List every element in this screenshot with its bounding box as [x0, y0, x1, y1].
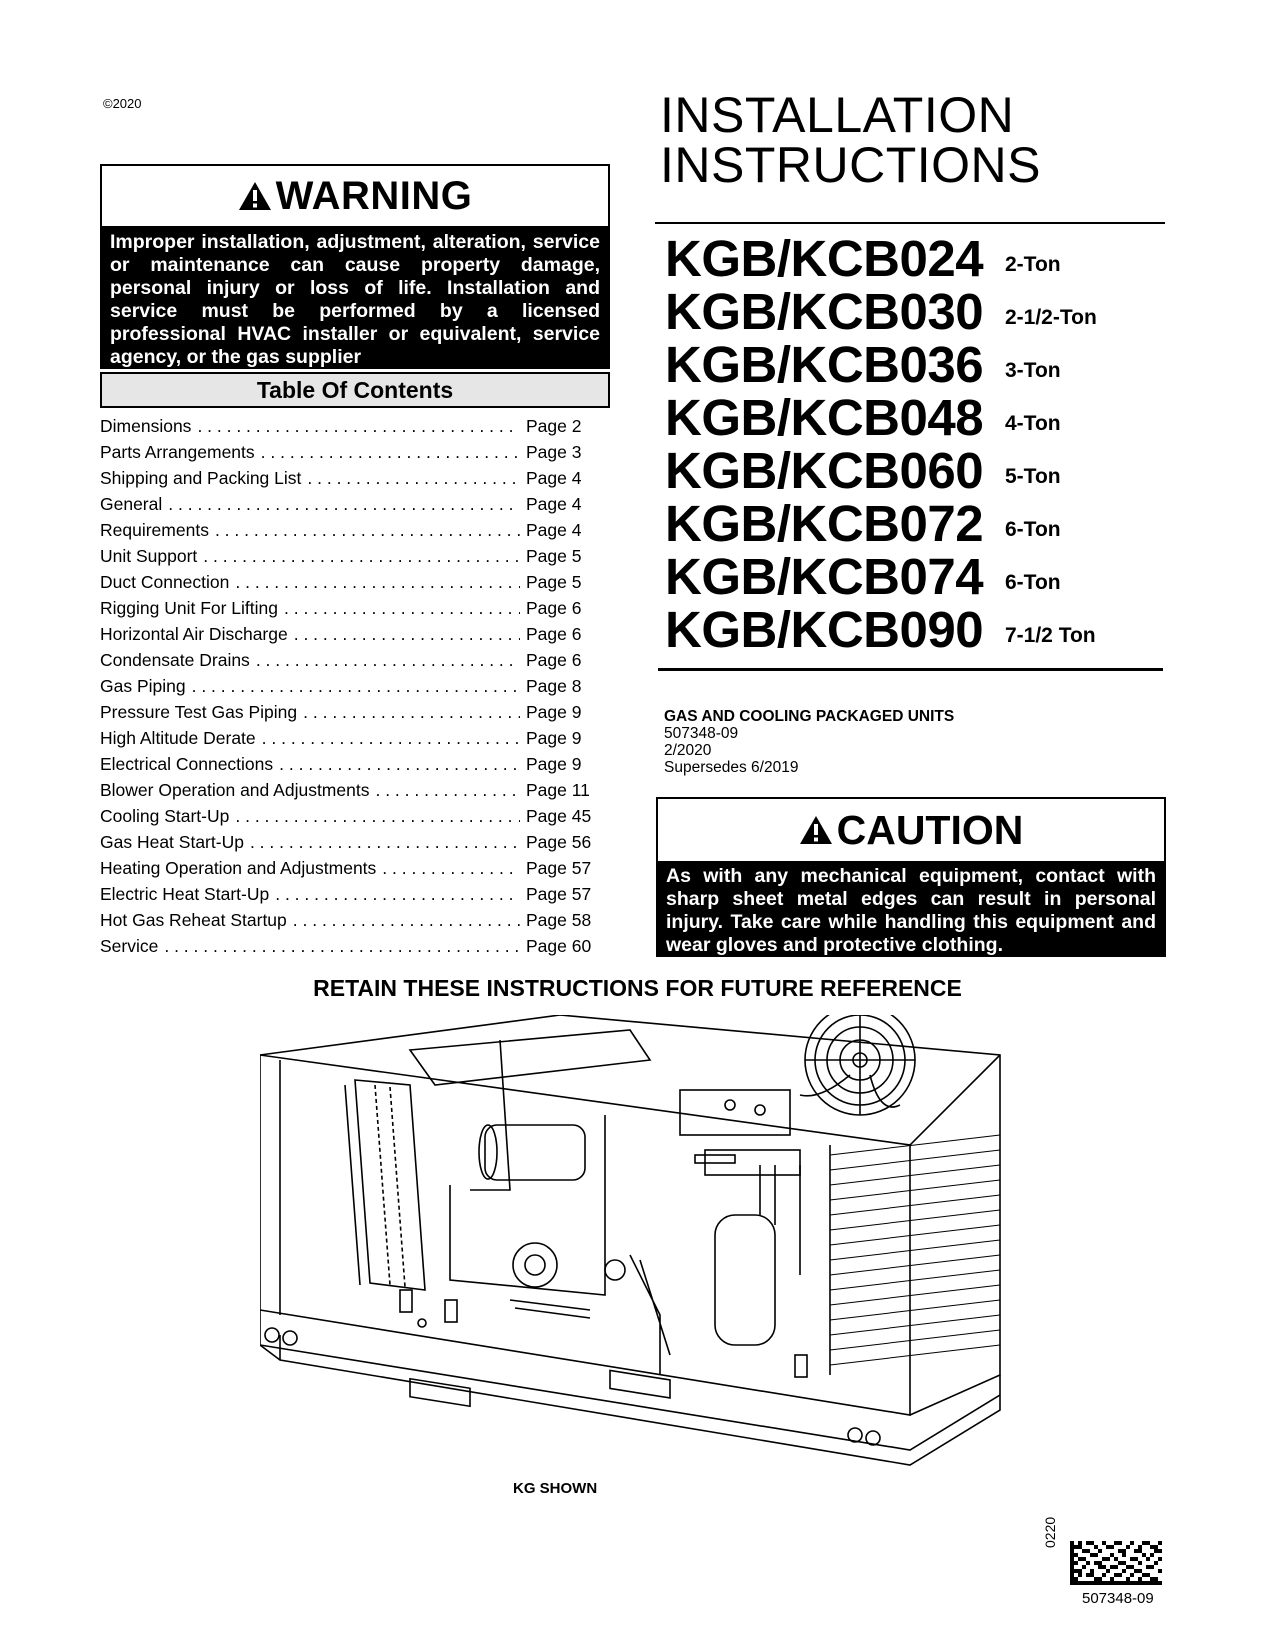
model-number: KGB/KCB072	[665, 495, 984, 552]
divider-bottom	[658, 668, 1163, 671]
toc-item-page: Page 6	[526, 624, 582, 644]
toc-leader	[303, 702, 520, 723]
toc-item-page: Page 5	[526, 572, 582, 592]
caution-heading: CAUTION	[836, 806, 1024, 853]
toc-item[interactable]	[100, 806, 600, 832]
toc-item-title: Horizontal Air Discharge	[100, 624, 288, 644]
toc-leader	[284, 598, 520, 619]
model-number: KGB/KCB030	[665, 283, 984, 340]
model-tonnage: 2-Ton	[1005, 252, 1061, 276]
toc-leader	[279, 754, 520, 775]
toc-item-page: Page 8	[526, 676, 582, 696]
toc-leader	[192, 676, 520, 697]
toc-item-title: Dimensions	[100, 416, 192, 436]
warning-heading: WARNING	[275, 173, 473, 218]
model-tonnage: 3-Ton	[1005, 358, 1061, 382]
toc-leader	[235, 572, 520, 593]
toc-leader	[375, 780, 520, 801]
warning-triangle-icon	[238, 181, 272, 211]
toc-item[interactable]	[100, 702, 600, 728]
toc-item-page: Page 4	[526, 494, 582, 514]
toc-item-page: Page 6	[526, 598, 582, 618]
toc-item-page: Page 57	[526, 858, 592, 878]
caution-box	[656, 797, 1166, 957]
model-tonnage: 2-1/2-Ton	[1005, 305, 1097, 329]
toc-item-page: Page 9	[526, 754, 582, 774]
toc-item-title: Service	[100, 936, 159, 956]
toc-leader	[203, 546, 520, 567]
toc-item-page: Page 9	[526, 728, 582, 748]
toc-item-title: High Altitude Derate	[100, 728, 256, 748]
document-date: 2/2020	[664, 742, 712, 759]
warning-heading-row	[102, 166, 608, 226]
toc-item[interactable]	[100, 884, 600, 910]
toc-leader	[262, 728, 520, 749]
toc-item-title: Hot Gas Reheat Startup	[100, 910, 287, 930]
toc-item[interactable]	[100, 624, 600, 650]
model-row	[665, 497, 1097, 550]
model-row	[665, 338, 1097, 391]
toc-item-title: Electric Heat Start-Up	[100, 884, 270, 904]
toc-item-page: Page 4	[526, 520, 582, 540]
toc-item-page: Page 45	[526, 806, 592, 826]
warning-text: Improper installation, adjustment, alteration, service or maintenance can cause property damage, personal injury or loss of life. Installation and service must be performed by a licensed professional HVAC installer or equivalent, service agency, or the gas supplier	[102, 226, 608, 367]
toc-leader	[275, 884, 520, 905]
toc-item-title: Condensate Drains	[100, 650, 250, 670]
toc-leader	[197, 416, 520, 437]
toc-item[interactable]	[100, 780, 600, 806]
model-number: KGB/KCB074	[665, 548, 984, 605]
toc-item-page: Page 6	[526, 650, 582, 670]
toc-item-title: Shipping and Packing List	[100, 468, 302, 488]
product-category: GAS AND COOLING PACKAGED UNITS	[664, 708, 955, 725]
model-tonnage: 6-Ton	[1005, 517, 1061, 541]
supersedes-note: Supersedes 6/2019	[664, 759, 799, 776]
toc-item[interactable]	[100, 494, 600, 520]
toc-leader	[261, 442, 520, 463]
warning-box	[100, 164, 610, 369]
toc-item[interactable]	[100, 676, 600, 702]
toc-item-page: Page 60	[526, 936, 592, 956]
toc-leader	[250, 832, 520, 853]
toc-item-title: Heating Operation and Adjustments	[100, 858, 377, 878]
model-tonnage: 7-1/2 Ton	[1005, 623, 1096, 647]
toc-item[interactable]	[100, 520, 600, 546]
toc-item-title: Rigging Unit For Lifting	[100, 598, 278, 618]
model-row	[665, 603, 1097, 656]
barcode-number: 507348-09	[1082, 1590, 1154, 1607]
toc-leader	[164, 936, 520, 957]
toc-item[interactable]	[100, 572, 600, 598]
model-tonnage: 6-Ton	[1005, 570, 1061, 594]
model-row	[665, 550, 1097, 603]
toc-item-page: Page 3	[526, 442, 582, 462]
toc-item[interactable]	[100, 858, 600, 884]
toc-item[interactable]	[100, 598, 600, 624]
model-tonnage: 5-Ton	[1005, 464, 1061, 488]
toc-item-title: Parts Arrangements	[100, 442, 255, 462]
toc-item-title: Blower Operation and Adjustments	[100, 780, 370, 800]
toc-item-page: Page 4	[526, 468, 582, 488]
toc-item-title: Gas Heat Start-Up	[100, 832, 244, 852]
toc-item-title: Electrical Connections	[100, 754, 274, 774]
barcode-side-code: 0220	[1042, 1516, 1058, 1548]
toc-leader	[294, 624, 520, 645]
toc-leader	[168, 494, 520, 515]
copyright: ©2020	[103, 96, 142, 111]
toc-item-page: Page 58	[526, 910, 592, 930]
product-info	[664, 708, 954, 776]
packaged-unit-illustration	[260, 1015, 1020, 1505]
model-row	[665, 444, 1097, 497]
model-number: KGB/KCB048	[665, 389, 984, 446]
toc-item-page: Page 9	[526, 702, 582, 722]
model-number: KGB/KCB060	[665, 442, 984, 499]
table-of-contents	[100, 416, 600, 962]
model-number: KGB/KCB024	[665, 230, 984, 287]
caution-heading-row	[658, 799, 1164, 861]
divider-top	[655, 222, 1165, 224]
toc-item[interactable]	[100, 546, 600, 572]
toc-item[interactable]	[100, 650, 600, 676]
toc-item-page: Page 57	[526, 884, 592, 904]
toc-item-title: General	[100, 494, 163, 514]
toc-item-title: Cooling Start-Up	[100, 806, 230, 826]
title-line-1: INSTALLATION	[660, 87, 1015, 143]
toc-leader	[235, 806, 520, 827]
toc-item-page: Page 5	[526, 546, 582, 566]
toc-item[interactable]	[100, 936, 600, 962]
model-list	[665, 232, 1097, 656]
toc-item[interactable]	[100, 754, 600, 780]
datamatrix-barcode-icon	[1070, 1540, 1162, 1586]
toc-item-title: Unit Support	[100, 546, 198, 566]
toc-item-page: Page 2	[526, 416, 582, 436]
retain-notice: RETAIN THESE INSTRUCTIONS FOR FUTURE REFERENCE	[313, 975, 962, 1001]
model-tonnage: 4-Ton	[1005, 411, 1061, 435]
document-title	[660, 87, 1041, 193]
toc-leader	[215, 520, 520, 541]
model-row	[665, 391, 1097, 444]
toc-item-page: Page 11	[526, 780, 590, 800]
model-row	[665, 232, 1097, 285]
toc-item-title: Duct Connection	[100, 572, 230, 592]
toc-leader	[307, 468, 520, 489]
toc-item-title: Requirements	[100, 520, 209, 540]
document-number: 507348-09	[664, 725, 739, 742]
model-row	[665, 285, 1097, 338]
toc-leader	[256, 650, 520, 671]
toc-item-title: Gas Piping	[100, 676, 186, 696]
toc-leader	[382, 858, 520, 879]
toc-item-page: Page 56	[526, 832, 592, 852]
toc-item-title: Pressure Test Gas Piping	[100, 702, 298, 722]
model-number: KGB/KCB090	[665, 601, 984, 658]
toc-item[interactable]	[100, 832, 600, 858]
toc-item[interactable]	[100, 442, 600, 468]
caution-triangle-icon	[799, 815, 833, 845]
title-line-2: INSTRUCTIONS	[660, 137, 1041, 193]
model-number: KGB/KCB036	[665, 336, 984, 393]
toc-item[interactable]	[100, 416, 600, 442]
toc-title: Table Of Contents	[100, 372, 610, 408]
figure-caption: KG SHOWN	[513, 1480, 598, 1497]
toc-item[interactable]	[100, 728, 600, 754]
caution-text: As with any mechanical equipment, contact with sharp sheet metal edges can result in personal injury. Take care while handling this equipment and wear gloves and protective clothing.	[658, 861, 1164, 955]
toc-leader	[293, 910, 520, 931]
toc-item[interactable]	[100, 910, 600, 936]
toc-item[interactable]	[100, 468, 600, 494]
